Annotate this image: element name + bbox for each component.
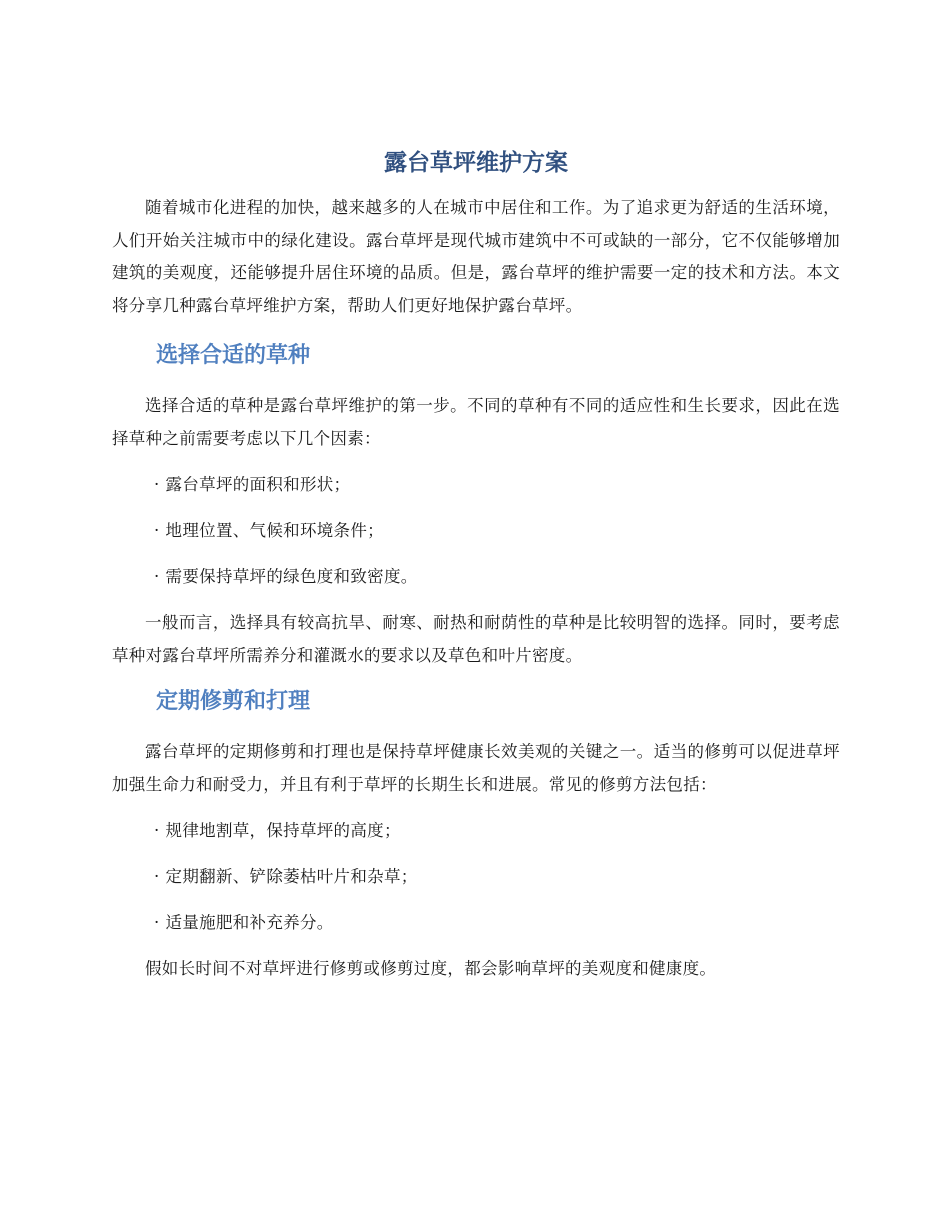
bullet-icon: · <box>154 867 160 886</box>
bullet-icon: · <box>154 475 160 494</box>
document-title: 露台草坪维护方案 <box>384 150 568 176</box>
section-closing-paragraph: 假如长时间不对草坪进行修剪或修剪过度，都会影响草坪的美观度和健康度。 <box>145 959 717 978</box>
section-heading-trimming: 定期修剪和打理 <box>156 689 311 714</box>
section-heading-grass-selection: 选择合适的草种 <box>156 343 311 368</box>
section-closing-paragraph: 一般而言，选择具有较高抗旱、耐寒、耐热和耐荫性的草种是比较明智的选择。同时，要考虑草种对露台草坪所需养分和灌溉水的要求以及草色和叶片密度。 <box>112 613 840 665</box>
list-item: · 地理位置、气候和环境条件； <box>154 521 384 540</box>
list-item: · 适量施肥和补充养分。 <box>154 913 334 932</box>
bullet-icon: · <box>154 567 160 586</box>
list-item: · 定期翻新、铲除萎枯叶片和杂草； <box>154 867 418 886</box>
list-item: · 规律地割草，保持草坪的高度； <box>154 821 401 840</box>
list-item: · 需要保持草坪的绿色度和致密度。 <box>154 567 418 586</box>
document-page <box>112 146 840 986</box>
bullet-icon: · <box>154 821 160 840</box>
bullet-icon: · <box>154 913 160 932</box>
list-item: · 露台草坪的面积和形状； <box>154 475 351 494</box>
section-paragraph: 露台草坪的定期修剪和打理也是保持草坪健康长效美观的关键之一。适当的修剪可以促进草坪加强生命力和耐受力，并且有利于草坪的长期生长和进展。常见的修剪方法包括： <box>112 742 840 794</box>
intro-paragraph: 随着城市化进程的加快，越来越多的人在城市中居住和工作。为了追求更为舒适的生活环境，人们开始关注城市中的绿化建设。露台草坪是现代城市建筑中不可或缺的一部分，它不仅能够增加建筑的美观度，还能够提升居住环境的品质。但是，露台草坪的维护需要一定的技术和方法。本文将分享几种露台草坪维护方案，帮助人们更好地保护露台草坪。 <box>112 198 840 315</box>
bullet-icon: · <box>154 521 160 540</box>
section-paragraph: 选择合适的草种是露台草坪维护的第一步。不同的草种有不同的适应性和生长要求，因此在选择草种之前需要考虑以下几个因素： <box>112 396 840 448</box>
